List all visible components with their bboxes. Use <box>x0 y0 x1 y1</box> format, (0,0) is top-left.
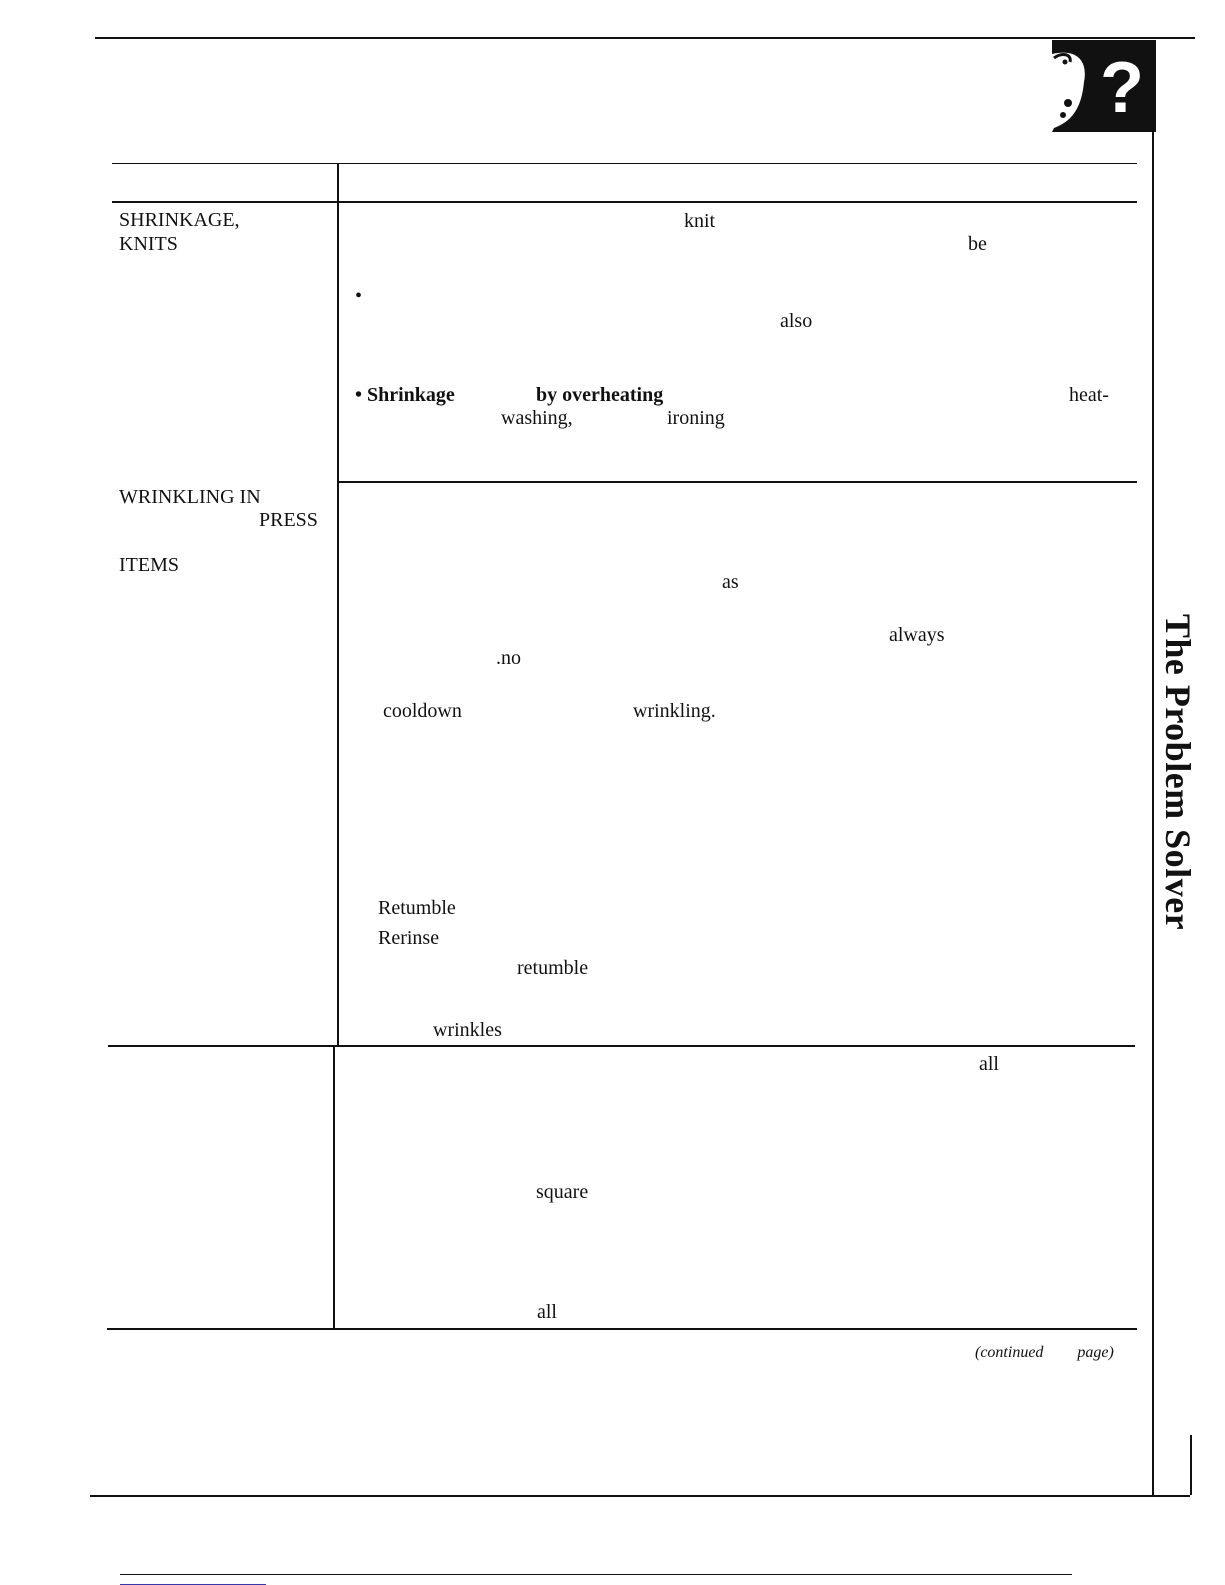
table-header-rule <box>112 201 1137 203</box>
text-fragment: all <box>979 1053 999 1075</box>
footer-rule <box>120 1574 1072 1575</box>
text-fragment: cooldown <box>383 700 462 722</box>
text-fragment: as <box>722 571 739 593</box>
text-fragment: washing, <box>501 407 573 429</box>
table-top-rule <box>112 163 1137 164</box>
text-fragment: all <box>537 1301 557 1323</box>
text-fragment: always <box>889 624 945 646</box>
bottom-rule <box>90 1495 1190 1497</box>
text-fragment: square <box>536 1181 589 1203</box>
text-fragment-bold: • Shrinkage <box>355 384 455 406</box>
text-fragment: .no <box>496 647 521 669</box>
problem-label: ITEMS <box>119 554 179 576</box>
row-rule <box>107 1328 1137 1330</box>
problem-label: WRINKLING IN <box>119 486 261 508</box>
top-rule <box>95 37 1195 39</box>
column-divider <box>337 483 339 1045</box>
page-edge-mark <box>1190 1435 1192 1495</box>
text-fragment: knit <box>684 210 716 232</box>
text-fragment: ironing <box>667 407 725 429</box>
bullet: • <box>355 285 363 307</box>
svg-text:?: ? <box>1100 48 1144 128</box>
problem-label: PRESS <box>259 509 318 531</box>
problem-label: SHRINKAGE, <box>119 209 240 231</box>
text-fragment: wrinkling. <box>633 700 716 722</box>
problem-label: KNITS <box>119 233 178 255</box>
continued-note: (continued page) <box>975 1344 1114 1361</box>
text-fragment: Retumble <box>378 897 456 919</box>
question-mark-face-icon <box>1032 40 1156 132</box>
column-divider <box>337 163 339 483</box>
text-fragment: wrinkles <box>433 1019 502 1041</box>
side-title: The Problem Solver <box>1158 613 1198 931</box>
text-fragment: Rerinse <box>378 927 440 949</box>
text-fragment-bold: by overheating <box>536 384 664 406</box>
text-fragment: be <box>968 233 987 255</box>
column-divider <box>333 1047 335 1330</box>
row-rule <box>108 1045 1135 1047</box>
row-rule <box>337 481 1137 483</box>
text-fragment: retumble <box>517 957 589 979</box>
text-fragment: also <box>780 310 813 332</box>
text-fragment: heat- <box>1069 384 1109 406</box>
